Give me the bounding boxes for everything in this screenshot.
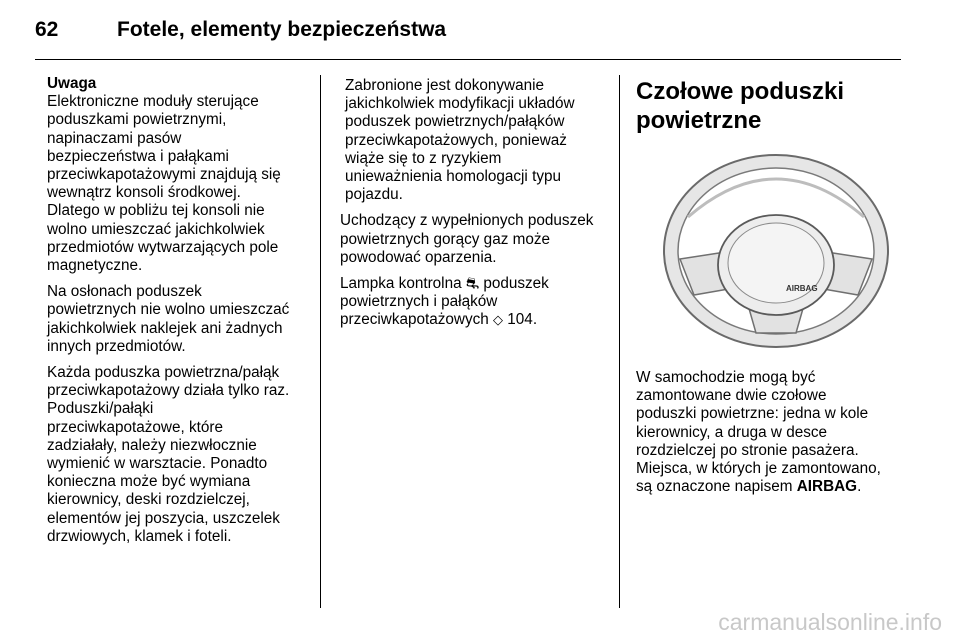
text-line: poduszek bbox=[483, 275, 549, 293]
text-line: są oznaczone napisem bbox=[636, 478, 793, 496]
text-line: drzwiowych, klamek i foteli. bbox=[47, 527, 232, 545]
section-title-line: Czołowe poduszki bbox=[636, 78, 845, 105]
steering-wheel-figure bbox=[636, 147, 902, 359]
note-line: przedmiotów wytwarzających pole bbox=[47, 238, 279, 256]
note-line: jakichkolwiek modyfikacji układów bbox=[345, 95, 575, 113]
note-line: przeciwkapotażowych, ponieważ bbox=[345, 131, 567, 149]
text-line: Lampka kontrolna bbox=[340, 275, 462, 293]
section-title-line: powietrzne bbox=[636, 107, 762, 134]
text-line: innych przedmiotów. bbox=[47, 337, 186, 355]
paragraph bbox=[47, 364, 309, 546]
note-line: przeciwkapotażowymi znajdują się bbox=[47, 166, 281, 184]
note-line: wolno umieszczać jakichkolwiek bbox=[47, 220, 265, 238]
text-line: rozdzielczej po stronie pasażera. bbox=[636, 441, 859, 459]
airbag-keyword: AIRBAG bbox=[796, 478, 858, 496]
text-line: Miejsca, w których je zamontowano, bbox=[636, 460, 881, 478]
note-line: Zabronione jest dokonywanie bbox=[345, 77, 544, 94]
note-line: Elektroniczne moduły sterujące bbox=[47, 93, 259, 111]
page-number: 62 bbox=[35, 18, 59, 41]
header-divider bbox=[35, 59, 901, 60]
text-line: zamontowane dwie czołowe bbox=[636, 387, 827, 405]
steering-wheel-icon bbox=[636, 147, 902, 359]
note-line: poduszek powietrznych/pałąków bbox=[345, 113, 565, 131]
page-title: Fotele, elementy bezpieczeństwa bbox=[117, 18, 447, 41]
column-divider-2 bbox=[619, 75, 620, 608]
text-line: kierownicy, a druga w desce bbox=[636, 423, 828, 441]
note-line: bezpieczeństwa i pałąkami bbox=[47, 147, 229, 165]
text-line: jakichkolwiek naklejek ani żadnych bbox=[47, 319, 283, 337]
text-line: Na osłonach poduszek bbox=[47, 283, 202, 301]
note-line: pojazdu. bbox=[345, 186, 403, 204]
text-line: zadziałały, należy niezwłocznie bbox=[47, 436, 257, 454]
note-line: unieważnienia homologacji typu bbox=[345, 168, 561, 186]
text-line: Uchodzący z wypełnionych poduszek bbox=[340, 212, 594, 230]
text-line: przeciwkapotażowy działa tylko raz. bbox=[47, 382, 290, 400]
column-divider-1 bbox=[320, 75, 321, 608]
note-line: Dlatego w pobliżu tej konsoli nie bbox=[47, 202, 265, 220]
note-line: wewnątrz konsoli środkowej. bbox=[47, 184, 241, 202]
text-line: powietrznych i pałąków bbox=[340, 293, 498, 311]
text-line: Każda poduszka powietrzna/pałąk bbox=[47, 364, 280, 382]
column-1 bbox=[47, 75, 309, 554]
note-block bbox=[340, 77, 608, 204]
text-line: W samochodzie mogą być bbox=[636, 369, 816, 386]
note-line: wiąże się to z ryzykiem bbox=[345, 149, 502, 167]
note-line: magnetyczne. bbox=[47, 257, 143, 275]
page-reference[interactable]: 104. bbox=[507, 311, 538, 329]
airbag-warning-icon: ⛐ bbox=[465, 275, 480, 293]
page-reference-icon: ◇ bbox=[493, 312, 504, 328]
note-line: poduszkami powietrznymi, bbox=[47, 111, 227, 129]
text-line: powietrznych nie wolno umieszczać bbox=[47, 301, 290, 319]
airbag-label: AIRBAG bbox=[786, 284, 818, 293]
text-line: Poduszki/pałąki bbox=[47, 400, 154, 418]
paragraph bbox=[636, 369, 902, 496]
watermark: carmanualsonline.info bbox=[718, 609, 942, 635]
text-line: przeciwkapotażowych bbox=[340, 311, 489, 329]
paragraph bbox=[340, 275, 608, 330]
column-3 bbox=[636, 77, 902, 504]
text-line: poduszki powietrzne: jedna w kole bbox=[636, 405, 869, 423]
text-line: elementów jej poszycia, uszczelek bbox=[47, 509, 280, 527]
text-line: przeciwkapotażowe, które bbox=[47, 418, 223, 436]
text-punct: . bbox=[857, 478, 862, 496]
text-line: wymienić w warsztacie. Ponadto bbox=[47, 455, 268, 473]
section-title bbox=[636, 77, 902, 135]
paragraph bbox=[340, 212, 608, 267]
column-2 bbox=[340, 77, 608, 338]
note-block bbox=[47, 75, 309, 275]
text-line: kierownicy, deski rozdzielczej, bbox=[47, 491, 250, 509]
note-line: napinaczami pasów bbox=[47, 129, 182, 147]
text-line: powodować oparzenia. bbox=[340, 248, 497, 266]
paragraph bbox=[47, 283, 309, 356]
note-title: Uwaga bbox=[47, 75, 97, 92]
text-line: konieczna może być wymiana bbox=[47, 473, 251, 491]
text-line: powietrznych gorący gaz może bbox=[340, 230, 551, 248]
